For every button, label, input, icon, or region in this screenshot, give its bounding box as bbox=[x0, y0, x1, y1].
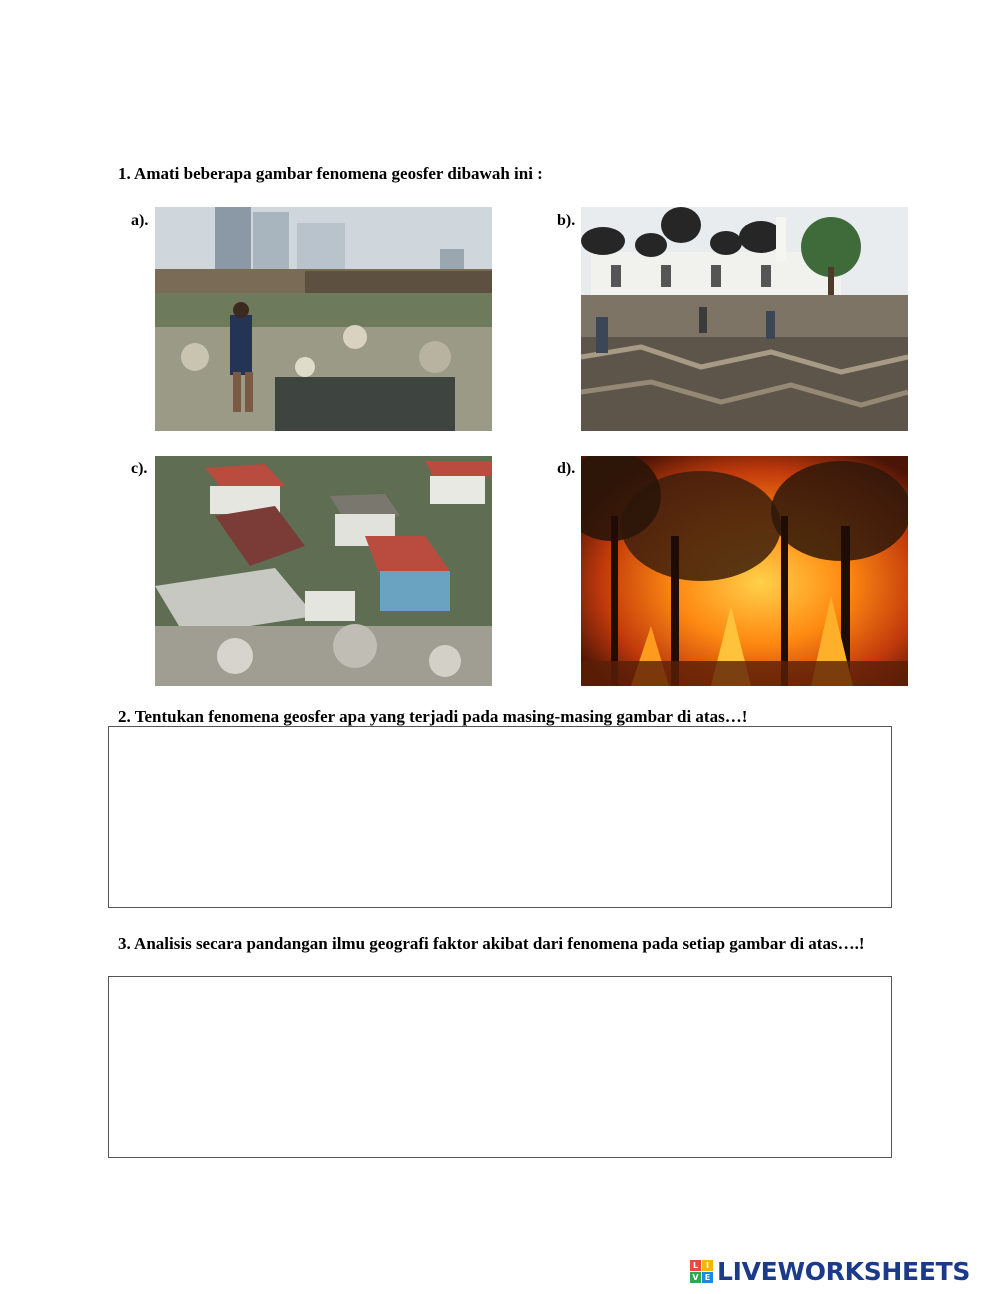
forest-fire-photo bbox=[581, 456, 908, 686]
image-d-label: d). bbox=[557, 460, 576, 477]
earthquake-houses-photo bbox=[155, 456, 492, 686]
logo-mark-letter: V bbox=[690, 1272, 701, 1283]
image-c-label: c). bbox=[131, 460, 148, 477]
question-2: 2. Tentukan fenomena geosfer apa yang terjadi pada masing-masing gambar di atas…! bbox=[118, 707, 748, 726]
image-b-label: b). bbox=[557, 212, 576, 229]
logo-mark-letter: I bbox=[702, 1260, 713, 1271]
question-1: 1. Amati beberapa gambar fenomena geosfer dibawah ini : bbox=[118, 164, 543, 183]
answer-box-3[interactable] bbox=[108, 976, 892, 1158]
garbage-river-photo bbox=[155, 207, 492, 431]
logo-text: LIVEWORKSHEETS bbox=[717, 1256, 971, 1286]
question-3: 3. Analisis secara pandangan ilmu geografi faktor akibat dari fenomena pada setiap gambar di atas….! bbox=[118, 934, 865, 953]
image-a-label: a). bbox=[131, 212, 149, 229]
tsunami-mosque-photo bbox=[581, 207, 908, 431]
logo-mark-icon bbox=[690, 1260, 713, 1283]
liveworksheets-logo bbox=[690, 1254, 970, 1288]
logo-mark-letter: L bbox=[690, 1260, 701, 1271]
logo-mark-letter: E bbox=[702, 1272, 713, 1283]
answer-box-2[interactable] bbox=[108, 726, 892, 908]
